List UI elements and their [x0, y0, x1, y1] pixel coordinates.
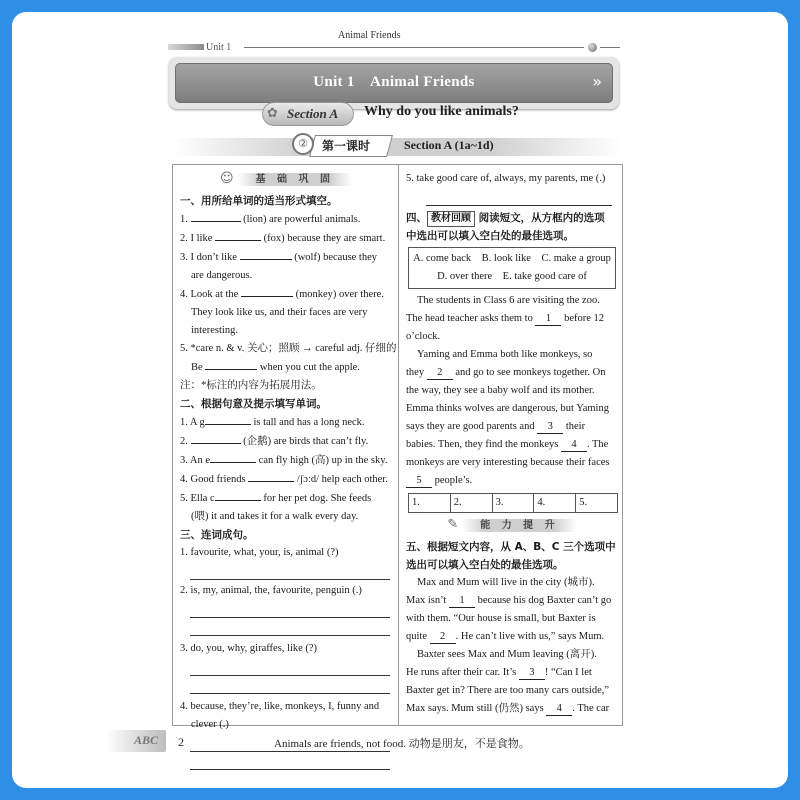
part1-item-5: Be when you cut the apple. [180, 358, 392, 377]
passage-line: o’clock. [406, 331, 441, 342]
answer-line[interactable] [190, 562, 390, 580]
answer-cell[interactable]: 2. [450, 494, 492, 513]
blank-input[interactable] [215, 229, 261, 241]
part1-item-4: 4. Look at the (monkey) over there. [180, 285, 392, 304]
part2-item-5: 5. Ella c for her pet dog. She feeds [180, 489, 392, 508]
answer-line[interactable] [190, 600, 390, 618]
lesson-title: Section A (1a~1d) [404, 138, 494, 152]
page-number: 2 [178, 735, 184, 749]
blank-1[interactable]: 1 [535, 312, 561, 326]
answer-line[interactable] [190, 618, 390, 636]
part3-q3: 3. do, you, why, giraffes, like (?) [180, 643, 318, 654]
part1-heading: 一、用所给单词的适当形式填空。 [180, 195, 338, 207]
footer-motto: Animals are friends, not food. 动物是朋友，不是食物。 [274, 738, 530, 750]
passage-line: says they are good parents and 3 their [406, 421, 586, 432]
student-icon: ☺ [219, 171, 234, 186]
answer-line[interactable] [190, 658, 390, 676]
part3-q5: 5. take good care of, always, my parents, me (.) [406, 173, 606, 184]
part3-heading: 三、连词成句。 [180, 529, 254, 541]
double-chevron-icon: » [592, 72, 602, 91]
answer-cell[interactable]: 5. [576, 494, 618, 513]
passage-line: Max says. Mum still (仍然) says 4 . The car [406, 703, 610, 714]
footer-logo: ABC [106, 730, 166, 752]
section-badge-label: Section A [287, 106, 339, 121]
blank-input[interactable] [240, 248, 292, 260]
passage-line: The students in Class 6 are visiting the zoo. [417, 295, 600, 306]
answer-line[interactable] [190, 752, 390, 770]
textbook-review-tag: 教材回顾 [427, 211, 475, 227]
answer-cell[interactable]: 4. [534, 494, 576, 513]
running-header [168, 30, 628, 58]
part4-heading: 四、 教材回顾 阅读短文，从方框内的选项 [406, 209, 618, 227]
passage-line: the way, they see a baby wolf and its mother. [406, 385, 595, 396]
passage-line: Yaming and Emma both like monkeys, so [417, 349, 593, 360]
blank-input[interactable] [248, 470, 294, 482]
part1-note: 注：*标注的内容为拓展用法。 [180, 380, 322, 391]
header-dot-icon [588, 43, 597, 52]
passage-line: Baxter get in? There are too many cars outside,” [406, 685, 610, 696]
leaf-icon: ✿ [267, 106, 278, 121]
passage-line: Baxter sees Max and Mum leaving (离开). [417, 649, 597, 660]
passage-line: babies. Then, they find the monkeys 4 . The [406, 439, 609, 450]
part1-item-1: 1. (lion) are powerful animals. [180, 210, 392, 229]
part5-heading: 五、根据短文内容，从 A、B、C 三个选项中 [406, 541, 616, 553]
unit-banner [169, 57, 619, 109]
passage-line: with them. “Our house is small, but Baxter is [406, 613, 596, 624]
passage-line: they 2 and go to see monkeys together. On [406, 367, 606, 378]
header-title: Animal Friends [338, 30, 401, 41]
blank-input[interactable] [191, 432, 241, 444]
answer-line[interactable] [190, 676, 390, 694]
part3-q2: 2. is, my, animal, the, favourite, penguin (.) [180, 585, 362, 596]
part3-q4: 4. because, they’re, like, monkeys, I, funny and [180, 701, 380, 712]
part2-item-3: 3. An e can fly high (高) up in the sky. [180, 451, 392, 470]
blank-input[interactable] [215, 489, 261, 501]
blank-2[interactable]: 2 [430, 630, 456, 644]
blank-4[interactable]: 4 [561, 438, 587, 452]
lesson-number-icon: ② [292, 133, 314, 155]
options-row-2: D. over there E. take good care of [437, 271, 587, 282]
part1-item-4-cont2: interesting. [191, 325, 238, 336]
options-row-1: A. come back B. look like C. make a group [413, 253, 611, 264]
answer-line[interactable] [426, 188, 612, 206]
section-badge [262, 102, 354, 126]
passage-line: monkeys are very interesting because their faces [406, 457, 610, 468]
blank-3[interactable]: 3 [537, 420, 563, 434]
blank-input[interactable] [241, 285, 293, 297]
answer-cell[interactable]: 1. [409, 494, 451, 513]
part3-q4-cont: clever (.) [191, 719, 229, 730]
right-column [406, 170, 618, 718]
passage-line: The head teacher asks them to 1 before 12 [406, 313, 605, 324]
left-column [180, 170, 397, 770]
part2-item-4: 4. Good friends /ʃɔːd/ help each other. [180, 470, 392, 489]
blank-input[interactable] [210, 451, 256, 463]
book-icon: ✎ [447, 517, 459, 532]
part1-item-3-cont: are dangerous. [191, 270, 253, 281]
part2-item-5-cont: (喂) it and takes it for a walk every day. [191, 511, 359, 522]
blank-3[interactable]: 3 [519, 666, 545, 680]
header-rule [244, 47, 584, 48]
part1-item-4-cont: They look like us, and their faces are very [191, 307, 368, 318]
passage-line: Max isn’t 1 because his dog Baxter can’t go [406, 595, 612, 606]
workbook-page [12, 12, 788, 788]
passage-line: 5 people’s. [406, 472, 618, 490]
options-box [408, 247, 616, 289]
blank-5[interactable]: 5 [406, 474, 432, 488]
answer-table [408, 493, 618, 513]
basic-ribbon: ☺ 基 础 巩 固 [180, 170, 392, 192]
part2-item-2: 2. (企鹅) are birds that can’t fly. [180, 432, 392, 451]
blank-2[interactable]: 2 [427, 366, 453, 380]
part3-q1: 1. favourite, what, your, is, animal (?) [180, 547, 339, 558]
header-unit: Unit 1 [206, 42, 232, 53]
ability-ribbon: ✎ 能 力 提 升 [406, 516, 618, 538]
unit-banner-title: Unit 1 Animal Friends [313, 74, 475, 90]
header-rule-end [600, 47, 620, 48]
part1-item-2: 2. I like (fox) because they are smart. [180, 229, 392, 248]
lesson-tab-label: 第一课时 [322, 139, 371, 153]
passage-line: quite 2 . He can’t live with us,” says Mum. [406, 631, 605, 642]
header-bar [168, 44, 204, 50]
blank-input[interactable] [205, 358, 257, 370]
blank-input[interactable] [205, 413, 251, 425]
part5-heading-cont: 选出可以填入空白处的最佳选项。 [406, 559, 564, 571]
blank-4[interactable]: 4 [546, 702, 572, 716]
passage-line: Emma thinks wolves are dangerous, but Yaming [406, 403, 609, 414]
part1-item-3: 3. I don’t like (wolf) because they [180, 248, 392, 267]
part2-item-1: 1. A g is tall and has a long neck. [180, 413, 392, 432]
part1-item-5-def: 5. *care n. & v. 关心；照顾 → careful adj. 仔细的 [180, 343, 397, 354]
section-question: Why do you like animals? [364, 104, 519, 119]
part2-heading: 二、根据句意及提示填写单词。 [180, 398, 327, 410]
blank-1[interactable]: 1 [449, 594, 475, 608]
passage-line: Max and Mum will live in the city (城市). [417, 577, 595, 588]
column-divider [398, 164, 399, 726]
blank-input[interactable] [191, 210, 241, 222]
part4-heading-cont: 中选出可以填入空白处的最佳选项。 [406, 230, 574, 242]
lesson-bar [172, 132, 622, 162]
passage-line: He runs after their car. It’s 3 ! “Can I let [406, 667, 592, 678]
answer-cell[interactable]: 3. [492, 494, 534, 513]
